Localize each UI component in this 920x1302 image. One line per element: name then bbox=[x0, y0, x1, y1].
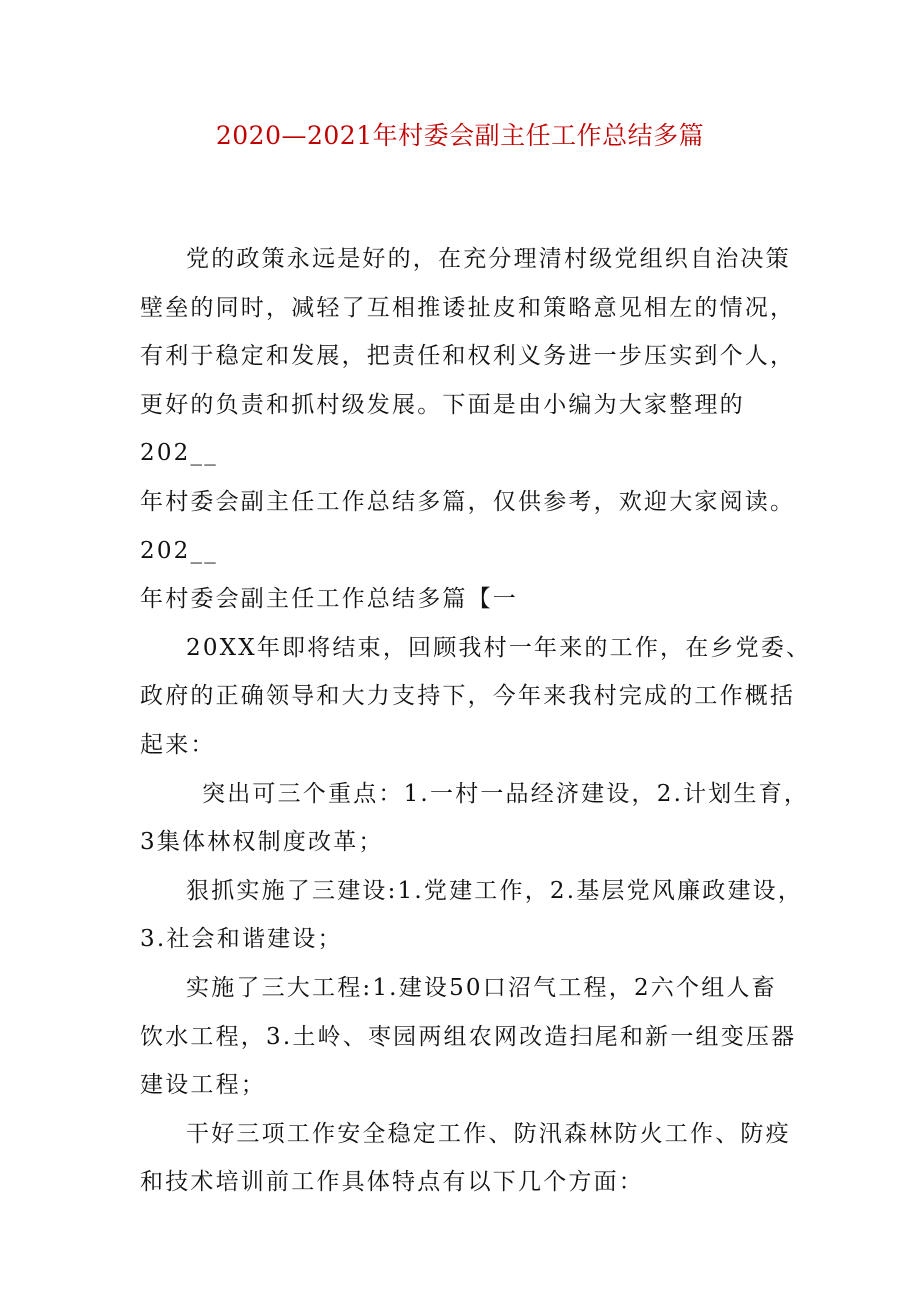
paragraph-line: 饮水工程，3.土岭、枣园两组农网改造扫尾和新一组变压器 bbox=[140, 1023, 797, 1050]
paragraph-line: 和技术培训前工作具体特点有以下几个方面： bbox=[140, 1169, 644, 1196]
paragraph-line: 建设工程； bbox=[140, 1072, 266, 1099]
section-heading-line: 年村委会副主任工作总结多篇【一 bbox=[140, 586, 518, 613]
paragraph-line: 3.社会和谐建设； bbox=[140, 926, 343, 953]
paragraph-line: 突出可三个重点：1.一村一品经济建设，2.计划生育， bbox=[202, 780, 810, 807]
paragraph-line: 20XX年即将结束，回顾我村一年来的工作，在乡党委、 bbox=[186, 634, 812, 661]
paragraph-line: 壁垒的同时，减轻了互相推诿扯皮和策略意见相左的情况， bbox=[140, 294, 796, 321]
paragraph-line: 起来： bbox=[140, 731, 216, 758]
paragraph-line: 实施了三大工程:1.建设50口沼气工程，2六个组人畜 bbox=[186, 974, 777, 1001]
document-title: 2020—2021年村委会副主任工作总结多篇 bbox=[215, 121, 705, 150]
paragraph-line: 202__ bbox=[140, 537, 218, 564]
paragraph-line: 狠抓实施了三建设:1.党建工作，2.基层党风廉政建设， bbox=[186, 877, 804, 904]
paragraph-line: 更好的负责和抓村级发展。下面是由小编为大家整理的 bbox=[140, 391, 745, 418]
paragraph-line: 党的政策永远是好的，在充分理清村级党组织自治决策 bbox=[186, 246, 791, 272]
document-body bbox=[140, 235, 812, 1207]
paragraph-line: 202__ bbox=[140, 440, 218, 467]
paragraph-line: 政府的正确领导和大力支持下，今年来我村完成的工作概括 bbox=[140, 683, 796, 710]
paragraph-line: 有利于稳定和发展，把责任和权利义务进一步压实到个人， bbox=[140, 343, 796, 370]
paragraph-line: 年村委会副主任工作总结多篇，仅供参考，欢迎大家阅读。 bbox=[140, 488, 796, 515]
paragraph-line: 干好三项工作安全稳定工作、防汛森林防火工作、防疫 bbox=[186, 1120, 791, 1147]
paragraph-line: 3集体林权制度改革； bbox=[140, 829, 384, 856]
